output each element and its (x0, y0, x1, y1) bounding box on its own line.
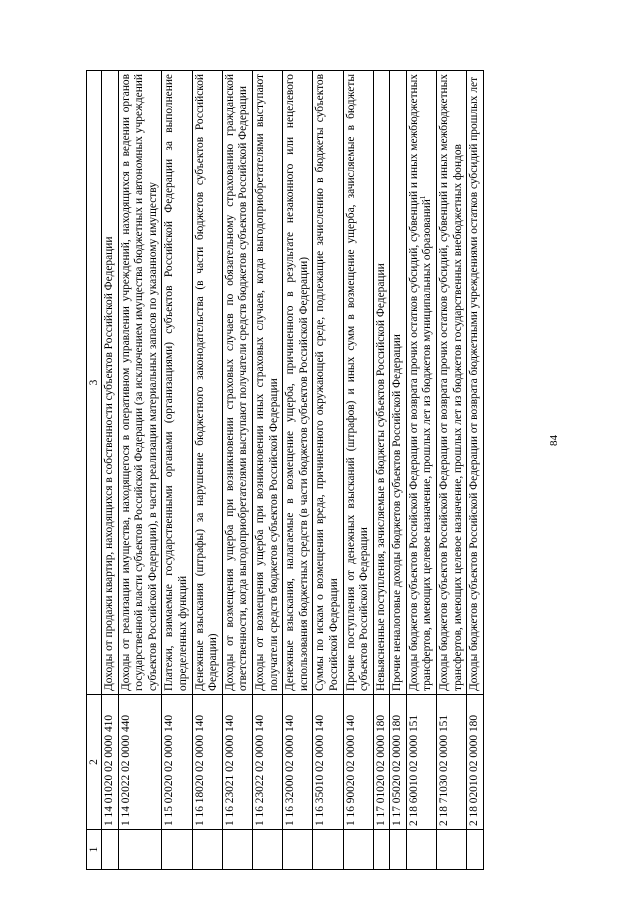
row-empty-cell (313, 830, 343, 870)
revenue-description-text: Денежные взыскания, налагаемые в возмещение ущерба, причиненного в результате незаконного или нецелевого использования бюджетных средств (в части бюджетов субъектов Российской Федерации) (284, 74, 310, 691)
revenue-description-cell (406, 71, 436, 695)
row-empty-cell (467, 830, 484, 870)
revenue-description-text: Прочие поступления от денежных взысканий (штрафов) и иных сумм в возмещение ущерба, зачисляемые в бюджеты субъектов Российской Федерации (344, 74, 371, 691)
revenue-description-text: Невыясненные поступления, зачисляемые в бюджеты субъектов Российской Федерации (374, 263, 387, 691)
revenue-description-cell (283, 71, 313, 695)
table-header-row (87, 71, 102, 870)
revenue-description-text: Доходы бюджетов субъектов Российской Федерации от возврата прочих остатков субсидий, субвенций и иных межбюджетных трансфертов, имеющих целевое назначение, прошлых лет из бюджетов муниципальных образований (407, 74, 434, 691)
revenue-description-text: Доходы бюджетов субъектов Российской Федерации от возврата бюджетными учреждениями остатков субсидий прошлых лет (468, 76, 481, 691)
table-row (390, 71, 407, 870)
revenue-code-cell: 2 18 60010 02 0000 151 (406, 695, 436, 830)
revenue-description-cell (467, 71, 484, 695)
table-row (373, 71, 390, 870)
revenue-code-cell: 1 17 01020 02 0000 180 (373, 695, 390, 830)
table-row (467, 71, 484, 870)
revenue-codes-table (86, 70, 484, 870)
page-number: 84 (548, 435, 560, 446)
revenue-code-cell: 1 16 90020 02 0000 140 (343, 695, 373, 830)
table-row (406, 71, 436, 870)
row-empty-cell (118, 830, 162, 870)
revenue-description-text: Доходы бюджетов субъектов Российской Федерации от возврата прочих остатков субсидий, субвенций и иных межбюджетных трансфертов, имеющих целевое назначение, прошлых лет из бюджетов государственных внебюджетных фондов (438, 74, 464, 691)
revenue-description-text: Денежные взыскания (штрафы) за нарушение бюджетного законодательства (в части бюджетов субъектов Российской Федерации) (193, 74, 220, 691)
table-row (343, 71, 373, 870)
row-empty-cell (390, 830, 407, 870)
revenue-description-text: Доходы от возмещения ущерба при возникновении иных страховых случаев, когда выгодоприобретателями выступают получатели средств бюджетов субъектов Российской Федерации (253, 74, 280, 691)
revenue-code-cell: 2 18 71030 02 0000 151 (437, 695, 467, 830)
row-empty-cell (252, 830, 282, 870)
revenue-description-text: Суммы по искам о возмещении вреда, причиненного окружающей среде, подлежащие зачислению в бюджеты субъектов Российской Федерации (314, 74, 340, 691)
table-row (162, 71, 192, 870)
revenue-code-cell: 1 16 23022 02 0000 140 (252, 695, 282, 830)
revenue-description-text: Доходы от возмещения ущерба при возникновении страховых случаев по обязательному страхованию гражданской ответственности, когда выгодоприобретателями выступают получатели средств бюджетов субъектов Российской Федерации (223, 74, 250, 691)
revenue-description-cell (162, 71, 192, 695)
revenue-code-cell: 1 14 01020 02 0000 410 (102, 695, 119, 830)
revenue-code-cell: 1 16 18020 02 0000 140 (192, 695, 222, 830)
revenue-code-cell: 1 15 02020 02 0000 140 (162, 695, 192, 830)
revenue-code-cell: 2 18 02010 02 0000 180 (467, 695, 484, 830)
row-empty-cell (283, 830, 313, 870)
revenue-description-cell (313, 71, 343, 695)
revenue-description-cell (373, 71, 390, 695)
revenue-description-cell (252, 71, 282, 695)
revenue-code-cell: 1 16 23021 02 0000 140 (222, 695, 252, 830)
revenue-description-cell (437, 71, 467, 695)
row-empty-cell (373, 830, 390, 870)
table-row (118, 71, 162, 870)
revenue-code-cell: 1 14 02022 02 0000 440 (118, 695, 162, 830)
row-empty-cell (222, 830, 252, 870)
header-col-3: 3 (87, 71, 102, 695)
row-empty-cell (162, 830, 192, 870)
revenue-code-cell: 1 16 35010 02 0000 140 (313, 695, 343, 830)
revenue-description-cell (390, 71, 407, 695)
revenue-description-cell (192, 71, 222, 695)
rotated-table-container (86, 70, 484, 870)
table-row (102, 71, 119, 870)
row-empty-cell (192, 830, 222, 870)
row-empty-cell (343, 830, 373, 870)
header-col-2: 2 (87, 695, 102, 830)
revenue-description-text: Прочие неналоговые доходы бюджетов субъектов Российской Федерации (391, 334, 404, 691)
table-row (252, 71, 282, 870)
revenue-description-cell (118, 71, 162, 695)
table-row (437, 71, 467, 870)
row-empty-cell (406, 830, 436, 870)
footnote-marker: 1 (419, 195, 428, 200)
row-empty-cell (102, 830, 119, 870)
header-col-1: 1 (87, 830, 102, 870)
revenue-description-text: Платежи, взимаемые государственными органами (организациями) субъектов Российской Федерации за выполнение определенных функций (163, 74, 189, 691)
revenue-code-cell: 1 16 32000 02 0000 140 (283, 695, 313, 830)
table-row (192, 71, 222, 870)
revenue-description-cell (343, 71, 373, 695)
revenue-description-text: Доходы от реализации имущества, находящегося в оперативном управлении учреждений, находящихся в ведении органов государственной власти субъектов Российской Федерации (за исключением имущества бюджетных и автономных учреждений субъектов Российской Федерации), в части реализации материальных запасов по указанному имуществу (119, 74, 159, 691)
table-row (313, 71, 343, 870)
row-empty-cell (437, 830, 467, 870)
revenue-code-cell: 1 17 05020 02 0000 180 (390, 695, 407, 830)
table-row (283, 71, 313, 870)
revenue-description-cell (102, 71, 119, 695)
table-row (222, 71, 252, 870)
revenue-description-cell (222, 71, 252, 695)
revenue-description-text: Доходы от продажи квартир, находящихся в собственности субъектов Российской Федерации (103, 236, 115, 691)
